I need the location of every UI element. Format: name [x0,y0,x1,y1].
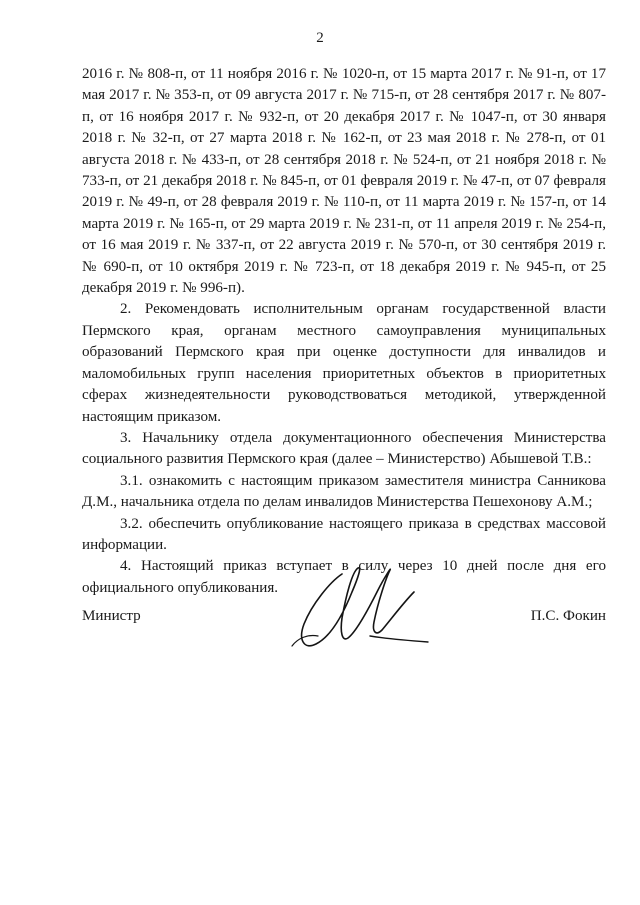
handwritten-signature [282,552,432,662]
paragraph-item-3-1: 3.1. ознакомить с настоящим приказом заместителя министра Санникова Д.М., начальника отдела по делам инвалидов Министерства Пешехонову А.М.; [82,472,606,511]
page-number: 2 [316,30,324,46]
signatory-name: П.С. Фокин [530,608,606,624]
paragraph-item-3: 3. Начальнику отдела документационного обеспечения Министерства социального развития Пермского края (далее – Министерство) Абышевой Т.В.: [82,429,606,468]
paragraph-item-3-2: 3.2. обеспечить опубликование настоящего приказа в средствах массовой информации. [82,515,606,553]
paragraph-list-continuation: 2016 г. № 808-п, от 11 ноября 2016 г. № 1020-п, от 15 марта 2017 г. № 91-п, от 17 мая 2017 г. № 353-п, от 09 августа 2017 г. № 715-п, от 28 сентября 2017 г. № 807-п, от 16 ноября 2017 г. № 932-п, от 20 декабря 2017 г. № 1047-п, от 30 января 2018 г. № 32-п, от 27 марта 2018 г. № 162-п, от 23 мая 2018 г. № 278-п, от 01 августа 2018 г. № 433-п, от 28 сентября 2018 г. № 524-п, от 21 ноября 2018 г. № 733-п, от 21 декабря 2018 г. № 845-п, от 01 февраля 2019 г. № 47-п, от 07 февраля 2019 г. № 49-п, от 28 февраля 2019 г. № 110-п, от 11 марта 2019 г. № 157-п, от 14 марта 2019 г. № 165-п, от 29 марта 2019 г. № 231-п, от 11 апреля 2019 г. № 254-п, от 16 мая 2019 г. № 337-п, от 22 августа 2019 г. № 570-п, от 30 сентября 2019 г. № 690-п, от 10 октября 2019 г. № 723-п, от 18 декабря 2019 г. № 945-п, от 25 декабря 2019 г. № 996-п). [82,66,606,297]
document-body [82,64,606,599]
paragraph-item-2: 2. Рекомендовать исполнительным органам государственной власти Пермского края, органам местного самоуправления муниципальных образований Пермского края при оценке доступности для инвалидов и маломобильных групп населения приоритетных объектов в приоритетных сферах жизнедеятельности руководствоваться методикой, утвержденной настоящим приказом. [82,301,606,425]
signature-block [82,608,606,632]
signatory-title: Министр [82,608,141,624]
paragraph-item-4: 4. Настоящий приказ вступает в силу через 10 дней после дня его официального опубликования. [82,558,606,596]
